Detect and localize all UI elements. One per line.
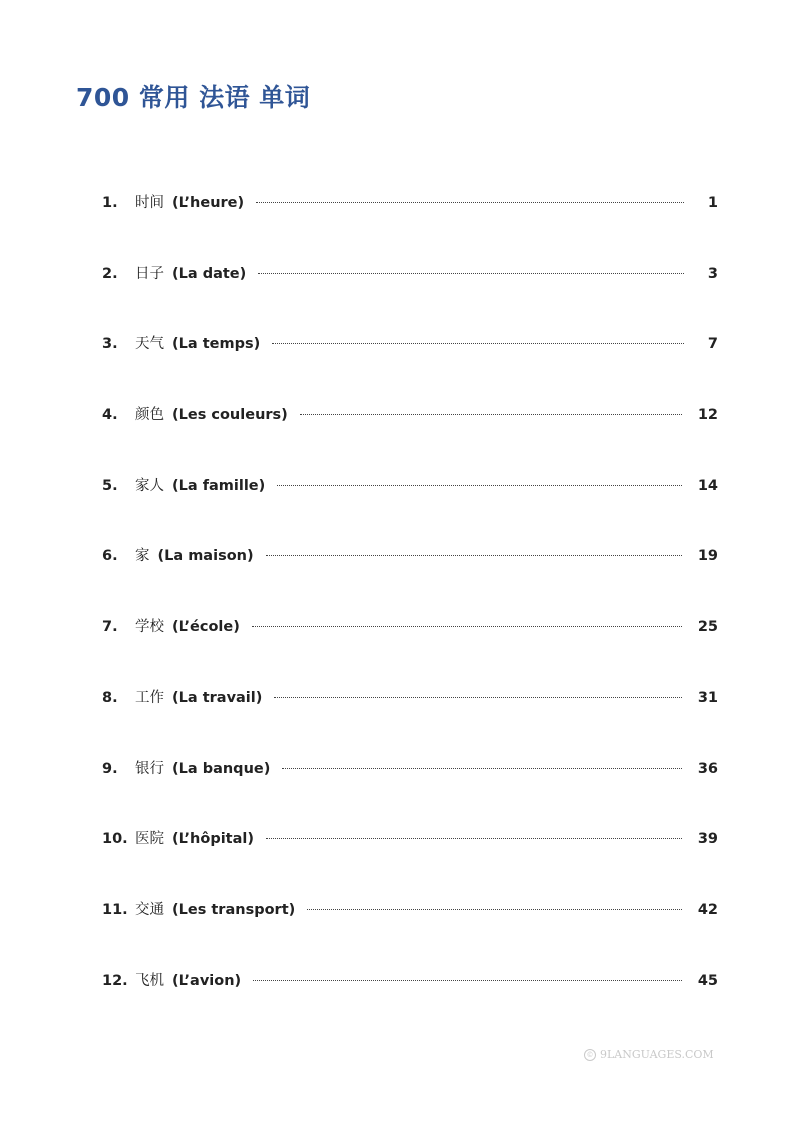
copyright-icon: © xyxy=(584,1049,596,1061)
entry-number: 12. xyxy=(102,972,128,989)
document-title: 700 常用 法语 单词 xyxy=(76,83,311,112)
entry-chinese-title: 飞机 xyxy=(135,972,164,989)
watermark xyxy=(584,1048,714,1061)
entry-chinese-title: 天气 xyxy=(135,336,164,353)
entry-page-number: 36 xyxy=(697,760,718,777)
entry-number: 1. xyxy=(102,195,118,211)
watermark-text: 9LANGUAGES.COM xyxy=(600,1048,714,1061)
entry-page-number: 42 xyxy=(697,901,718,918)
entry-page-number: 39 xyxy=(697,831,718,848)
entry-page-number: 7 xyxy=(707,336,718,353)
entry-french-title: (L’heure) xyxy=(172,195,245,211)
entry-number: 2. xyxy=(102,265,118,282)
entry-chinese-title: 颜色 xyxy=(135,407,164,424)
entry-number: 7. xyxy=(102,619,118,636)
entry-chinese-title: 家人 xyxy=(135,477,164,494)
entry-french-title: (La date) xyxy=(172,265,247,282)
entry-page-number: 19 xyxy=(697,548,718,565)
entry-chinese-title: 工作 xyxy=(135,689,164,706)
dot-leader xyxy=(282,768,681,769)
entry-chinese-title: 家 xyxy=(135,548,150,565)
toc-entry[interactable] xyxy=(102,893,718,964)
toc-entry[interactable] xyxy=(102,752,718,823)
toc-entry[interactable] xyxy=(102,822,718,893)
entry-french-title: (La banque) xyxy=(172,760,271,777)
dot-leader xyxy=(252,626,682,627)
dot-leader xyxy=(253,980,682,981)
entry-french-title: (L’école) xyxy=(172,619,240,636)
entry-number: 4. xyxy=(102,407,118,424)
entry-page-number: 3 xyxy=(707,265,718,282)
entry-french-title: (Les couleurs) xyxy=(172,407,288,424)
entry-page-number: 1 xyxy=(707,195,718,211)
entry-number: 5. xyxy=(102,477,118,494)
entry-number: 11. xyxy=(102,901,128,918)
entry-page-number: 25 xyxy=(697,619,718,636)
entry-chinese-title: 日子 xyxy=(135,265,164,282)
table-of-contents xyxy=(102,186,718,1034)
entry-number: 9. xyxy=(102,760,118,777)
toc-entry[interactable] xyxy=(102,681,718,752)
entry-page-number: 14 xyxy=(697,477,718,494)
entry-chinese-title: 学校 xyxy=(135,619,164,636)
entry-number: 3. xyxy=(102,336,118,353)
toc-entry[interactable] xyxy=(102,257,718,328)
entry-chinese-title: 医院 xyxy=(135,831,164,848)
dot-leader xyxy=(272,343,684,344)
entry-chinese-title: 银行 xyxy=(135,760,164,777)
entry-page-number: 31 xyxy=(697,689,718,706)
entry-french-title: (L’avion) xyxy=(172,972,242,989)
dot-leader xyxy=(258,273,684,274)
entry-french-title: (La famille) xyxy=(172,477,266,494)
dot-leader xyxy=(307,909,682,910)
entry-number: 6. xyxy=(102,548,118,565)
dot-leader xyxy=(274,697,681,698)
entry-page-number: 12 xyxy=(697,407,718,424)
entry-french-title: (Les transport) xyxy=(172,901,296,918)
entry-chinese-title: 时间 xyxy=(135,195,164,211)
toc-entry[interactable] xyxy=(102,964,718,1035)
entry-french-title: (L’hôpital) xyxy=(172,831,254,848)
entry-french-title: (La maison) xyxy=(157,548,254,565)
entry-number: 8. xyxy=(102,689,118,706)
entry-french-title: (La temps) xyxy=(172,336,261,353)
toc-entry[interactable] xyxy=(102,398,718,469)
toc-entry[interactable] xyxy=(102,539,718,610)
toc-entry[interactable] xyxy=(102,327,718,398)
entry-number: 10. xyxy=(102,831,128,848)
toc-entry[interactable] xyxy=(102,610,718,681)
dot-leader xyxy=(256,202,684,203)
dot-leader xyxy=(300,414,682,415)
dot-leader xyxy=(266,555,682,556)
entry-chinese-title: 交通 xyxy=(135,901,164,918)
toc-entry[interactable] xyxy=(102,469,718,540)
dot-leader xyxy=(277,485,682,486)
toc-entry[interactable] xyxy=(102,186,718,257)
dot-leader xyxy=(266,838,682,839)
entry-french-title: (La travail) xyxy=(172,689,263,706)
entry-page-number: 45 xyxy=(697,972,718,989)
